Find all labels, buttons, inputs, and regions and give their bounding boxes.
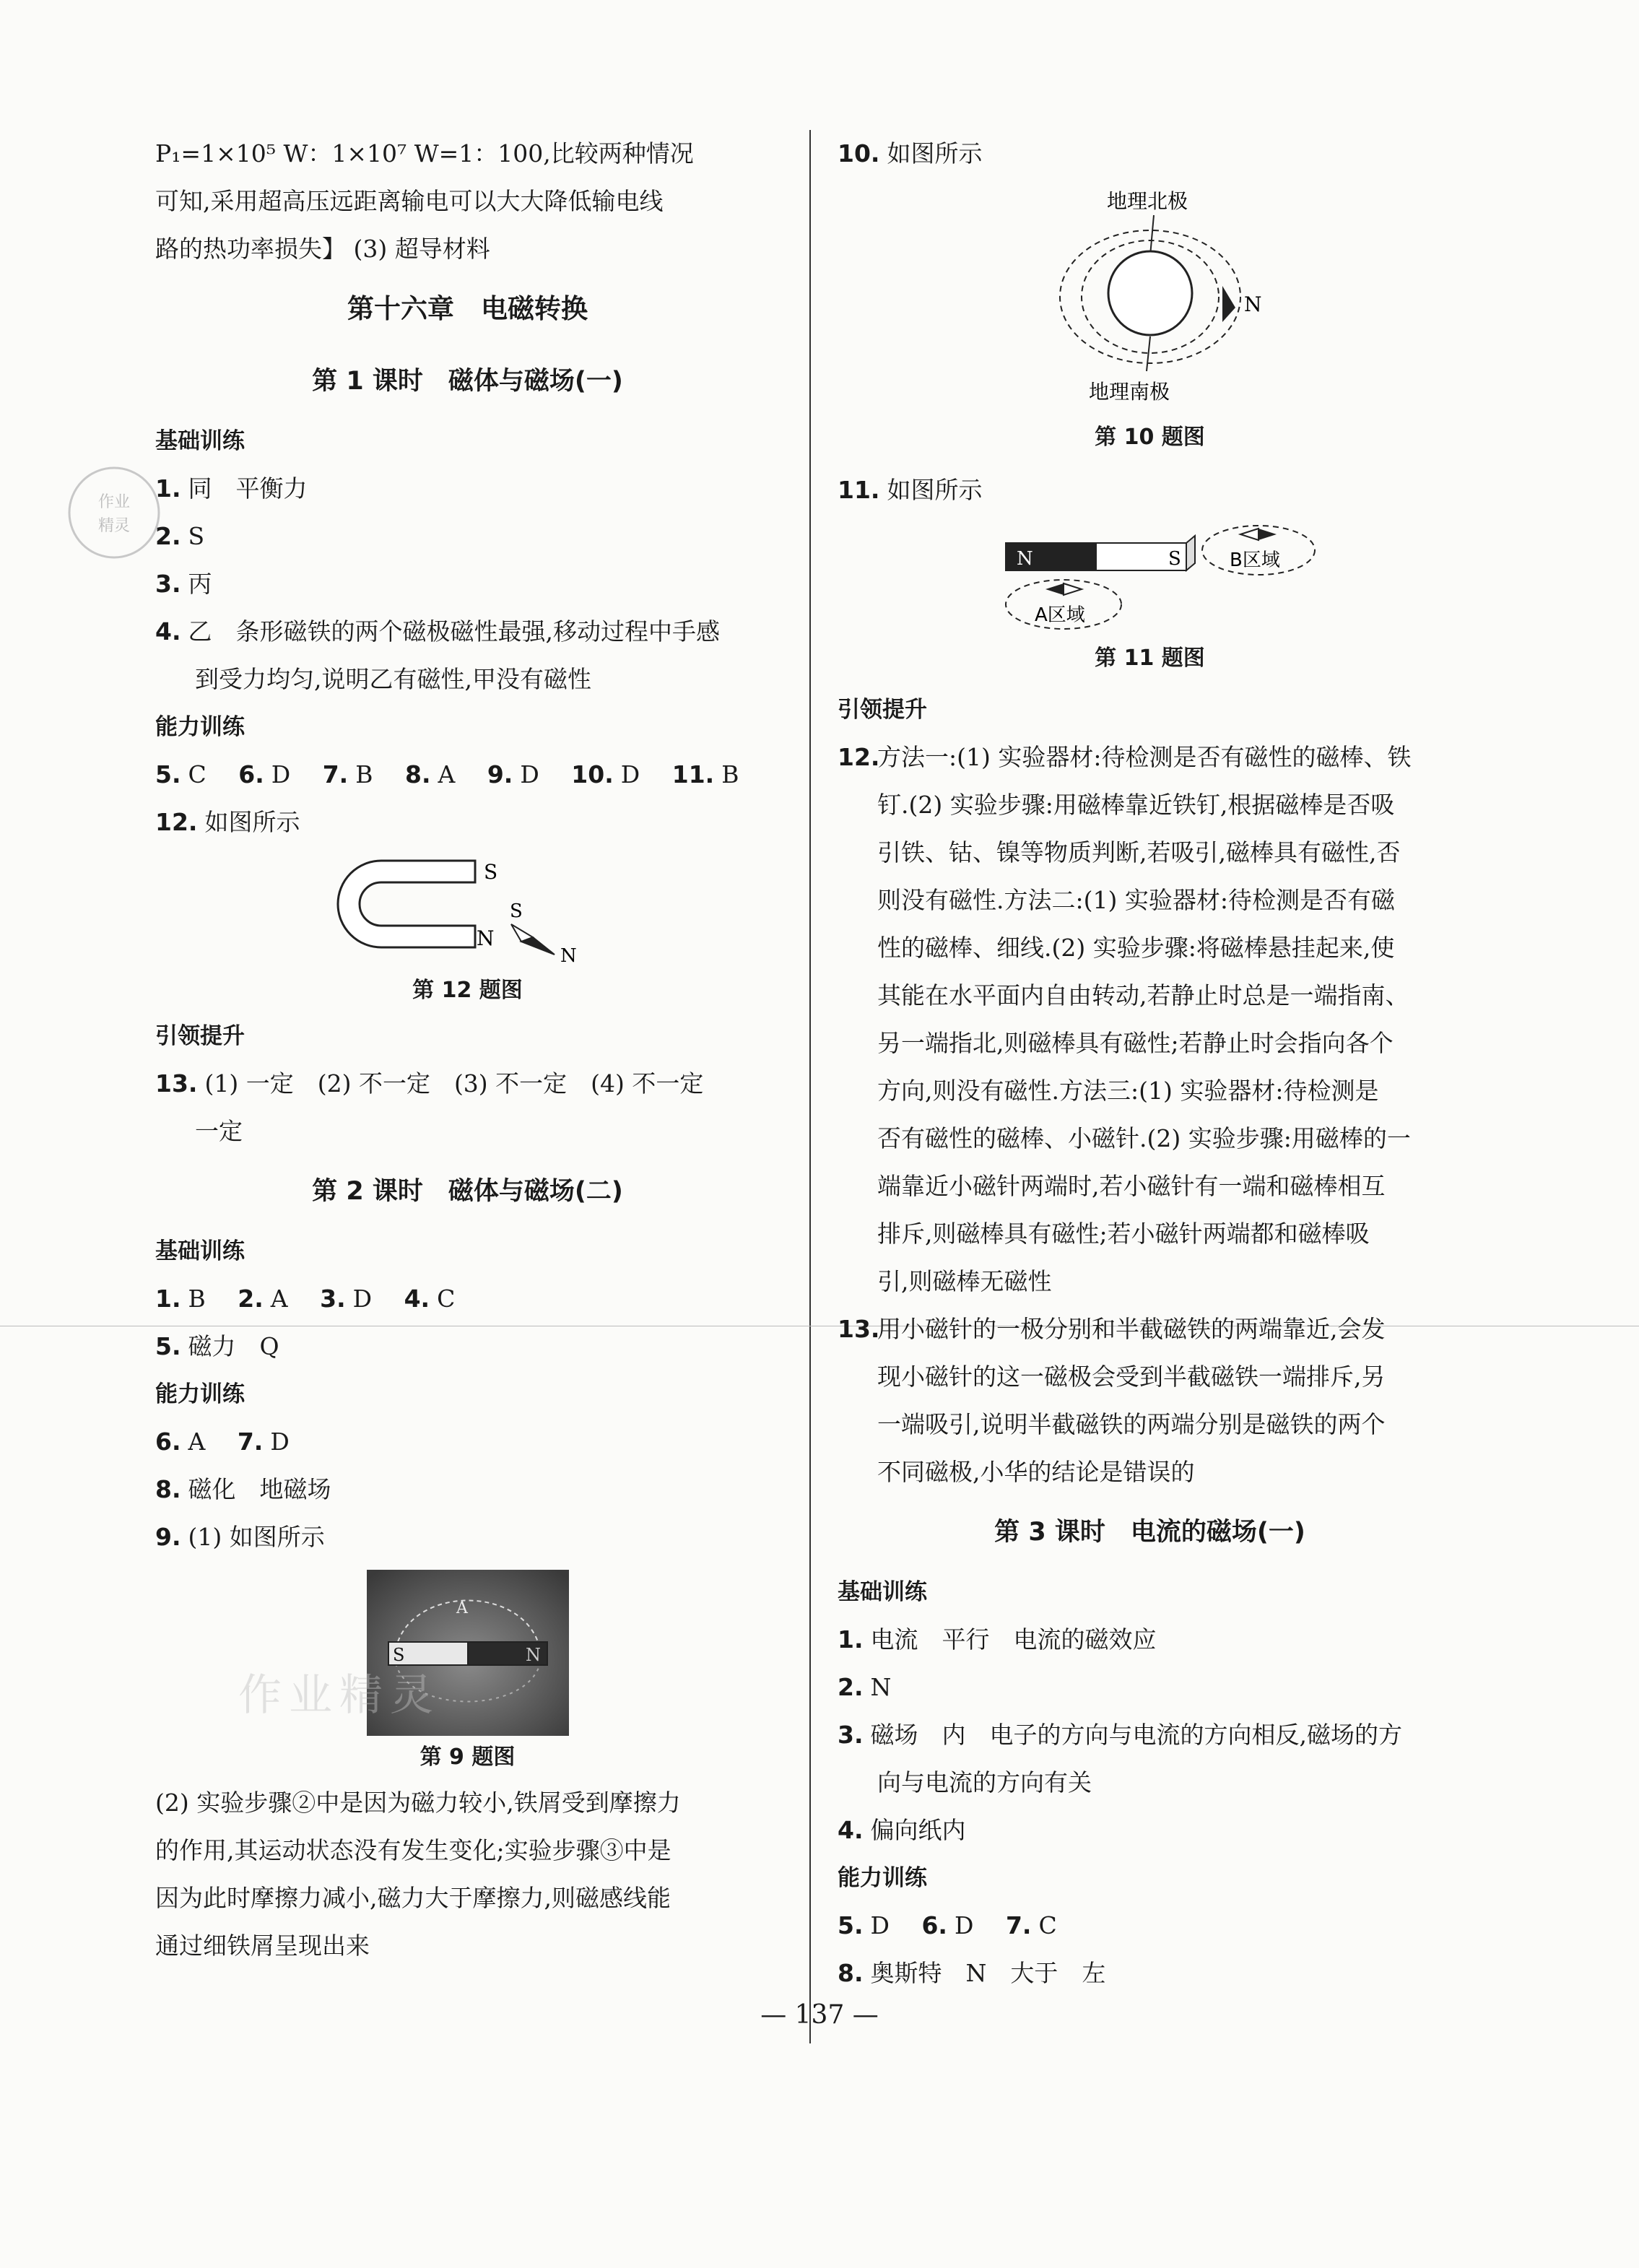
r-q12-line-1: 方法一:(1) 实验器材:待检测是否有磁性的磁棒、铁	[877, 743, 1412, 771]
l3-ability-heading: 能力训练	[838, 1865, 927, 1891]
r-q13-line-1: 用小磁针的一极分别和半截磁铁的两端靠近,会发	[877, 1315, 1386, 1343]
fig11-a-label: A区域	[1034, 604, 1085, 626]
fig9-n-label: N	[525, 1645, 541, 1665]
l3-mc-row: 5. D 6. D 7. C	[838, 1911, 1057, 1939]
l3-q2: 2. N	[838, 1673, 892, 1701]
figure-11-bar-magnet-regions	[977, 514, 1323, 637]
r-q13-block	[838, 1305, 1462, 1496]
l1-mc-row: 5. C 6. D 7. B 8. A 9. D 10. D 11. B	[155, 760, 739, 788]
r-q10: 10. 如图所示	[838, 139, 983, 168]
l2-q9b-line-4: 通过细铁屑呈现出来	[155, 1932, 370, 1960]
fig9-s-label: S	[392, 1645, 404, 1665]
r-q12-line-4: 则没有磁性.方法二:(1) 实验器材:待检测是否有磁	[877, 886, 1395, 914]
l1-q12: 12. 如图所示	[155, 808, 300, 836]
chapter-title: 第十六章 电磁转换	[347, 293, 588, 324]
figure-12-horseshoe-magnet	[316, 846, 619, 969]
l1-lead-heading: 引领提升	[155, 1023, 245, 1049]
lesson-1-title: 第 1 课时 磁体与磁场(一)	[312, 367, 623, 396]
fig12-caption: 第 12 题图	[412, 978, 523, 1003]
fig11-b-label: B区域	[1229, 549, 1280, 571]
l3-q1: 1. 电流 平行 电流的磁效应	[838, 1625, 1157, 1654]
l2-q9b-line-1: (2) 实验步骤②中是因为磁力较小,铁屑受到摩擦力	[155, 1789, 681, 1817]
fig11-n-label: N	[1016, 548, 1033, 570]
column-divider	[809, 130, 811, 2043]
figure-10-earth-magnetic-field	[1006, 178, 1295, 416]
l2-q9b-line-3: 因为此时摩擦力减小,磁力大于摩擦力,则磁感线能	[155, 1884, 671, 1912]
r-q12-block	[838, 734, 1462, 1305]
r-q13-line-2: 现小磁针的这一磁极会受到半截磁铁一端排斥,另	[877, 1363, 1386, 1391]
r-q12-line-12: 引,则磁棒无磁性	[877, 1267, 1052, 1295]
l1-ability-heading: 能力训练	[155, 714, 245, 740]
cont-line-2: 可知,采用超高压远距离输电可以大大降低输电线	[155, 187, 664, 215]
fig12-n-label: N	[476, 926, 494, 950]
l2-mc-row: 1. B 2. A 3. D 4. C	[155, 1285, 456, 1313]
r-q13-num: 13.	[838, 1315, 880, 1343]
r-q12-line-8: 方向,则没有磁性.方法三:(1) 实验器材:待检测是	[877, 1077, 1379, 1105]
fig12-needle-n: N	[560, 945, 577, 967]
right-column	[838, 130, 1462, 1997]
fig9-caption: 第 9 题图	[419, 1745, 516, 1770]
fig12-s-label: S	[483, 860, 497, 884]
fig9-a-label: A	[456, 1599, 468, 1617]
r-q12-line-10: 端靠近小磁针两端时,若小磁针有一端和磁棒相互	[877, 1172, 1386, 1200]
l2-q9b-line-2: 的作用,其运动状态没有发生变化;实验步骤③中是	[155, 1836, 671, 1864]
l1-q3: 3. 丙	[155, 570, 212, 598]
fig10-north-label: 地理北极	[1106, 189, 1188, 213]
fig10-caption: 第 10 题图	[1095, 425, 1205, 450]
l3-q8: 8. 奥斯特 N 大于 左	[838, 1959, 1106, 1987]
l3-basic-heading: 基础训练	[838, 1579, 927, 1605]
fig10-n-label: N	[1243, 292, 1261, 316]
r-q12-line-7: 另一端指北,则磁棒具有磁性;若静止时会指向各个	[877, 1029, 1394, 1057]
l1-basic-heading: 基础训练	[155, 428, 245, 454]
watermark: 作业精灵	[238, 1670, 440, 1721]
l1-q4: 4. 乙 条形磁铁的两个磁极磁性最强,移动过程中手感	[155, 617, 720, 646]
l2-ability-heading: 能力训练	[155, 1381, 245, 1407]
r-q13-line-4: 不同磁极,小华的结论是错误的	[877, 1458, 1195, 1486]
cont-line-1: P₁=1×10⁵ W：1×10⁷ W=1：100,比较两种情况	[155, 139, 694, 168]
l1-q1: 1. 同 平衡力	[155, 474, 308, 503]
l3-q3: 3. 磁场 内 电子的方向与电流的方向相反,磁场的方	[838, 1721, 1402, 1749]
r-q12-line-5: 性的磁棒、细线.(2) 实验步骤:将磁棒悬挂起来,使	[877, 934, 1395, 962]
r-q12-line-2: 钉.(2) 实验步骤:用磁棒靠近铁钉,根据磁棒是否吸	[877, 791, 1395, 819]
r-lead-heading: 引领提升	[838, 697, 927, 723]
lesson-3-title: 第 3 课时 电流的磁场(一)	[994, 1518, 1305, 1547]
fig12-needle-s: S	[509, 900, 523, 922]
fig11-caption: 第 11 题图	[1095, 646, 1205, 671]
l1-q4-cont: 到受力均匀,说明乙有磁性,甲没有磁性	[195, 665, 591, 693]
l2-q5: 5. 磁力 Q	[155, 1332, 279, 1360]
l1-q2: 2. S	[155, 522, 205, 550]
l1-q13-cont: 一定	[195, 1117, 243, 1145]
r-q13-line-3: 一端吸引,说明半截磁铁的两端分别是磁铁的两个	[877, 1410, 1386, 1438]
page-number: — 137 —	[760, 2000, 879, 2030]
l3-q3-cont: 向与电流的方向有关	[877, 1768, 1092, 1796]
lesson-2-title: 第 2 课时 磁体与磁场(二)	[312, 1177, 623, 1206]
r-q12-line-6: 其能在水平面内自由转动,若静止时总是一端指南、	[877, 981, 1409, 1009]
cont-line-3: 路的热功率损失】 (3) 超导材料	[155, 235, 490, 263]
l2-mc2-row: 6. A 7. D	[155, 1428, 290, 1456]
l1-q13: 13. (1) 一定 (2) 不一定 (3) 不一定 (4) 不一定	[155, 1069, 704, 1098]
stamp-seal	[64, 462, 165, 563]
r-q11: 11. 如图所示	[838, 476, 983, 504]
r-q12-line-11: 排斥,则磁棒具有磁性;若小磁针两端都和磁棒吸	[877, 1220, 1370, 1248]
l2-basic-heading: 基础训练	[155, 1238, 245, 1264]
l2-q8: 8. 磁化 地磁场	[155, 1475, 331, 1503]
r-q12-line-3: 引铁、钴、镍等物质判断,若吸引,磁棒具有磁性,否	[877, 838, 1401, 866]
r-q12-line-9: 否有磁性的磁棒、小磁针.(2) 实验步骤:用磁棒的一	[877, 1124, 1411, 1152]
stamp-text-2: 精灵	[97, 517, 131, 535]
l3-q4: 4. 偏向纸内	[838, 1816, 966, 1844]
fig10-south-label: 地理南极	[1088, 380, 1170, 404]
fig11-s-label: S	[1168, 548, 1181, 570]
stamp-text-1: 作业	[97, 493, 131, 511]
l2-q9: 9. (1) 如图所示	[155, 1523, 325, 1551]
r-q12-num: 12.	[838, 743, 880, 771]
